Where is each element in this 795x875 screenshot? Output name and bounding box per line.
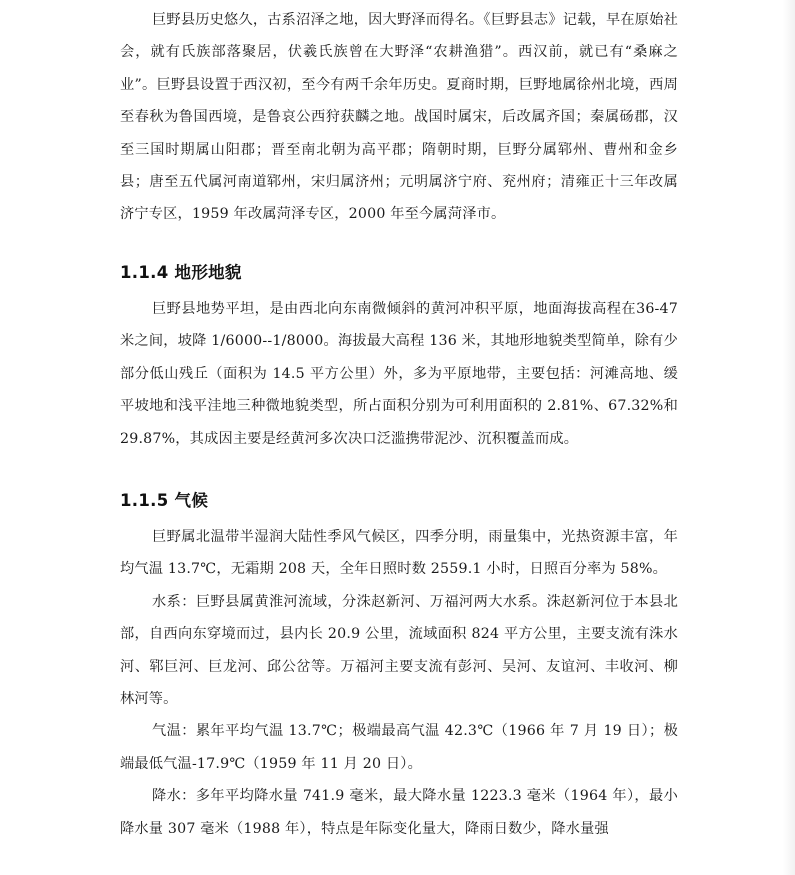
precipitation-paragraph: 降水：多年平均降水量 741.9 毫米，最大降水量 1223.3 毫米（1964 年），最小降水量 307 毫米（1988 年），特点是年际变化量大，降雨日数少，降水量强 bbox=[120, 788, 678, 837]
temperature-paragraph: 气温：累年平均气温 13.7℃；极端最高气温 42.3℃（1966 年 7 月 19 日）；极端最低气温-17.9℃（1959 年 11 月 20 日）。 bbox=[120, 723, 678, 772]
terrain-paragraph: 巨野县地势平坦，是由西北向东南微倾斜的黄河冲积平原，地面海拔高程在36-47 米之间，坡降 1/6000--1/8000。海拔最大高程 136 米，其地形地貌类型简单，除有少部分低山残丘（面积为 14.5 平方公里）外，多为平原地带，主要包括：河滩高地、缓平坡地和浅平洼地三种微地貌类型，所占面积分别为可利用面积的 2.81%、67.32%和 29.87%，其成因主要是经黄河多次决口泛滥携带泥沙、沉积覆盖而成。 bbox=[120, 301, 678, 447]
history-section bbox=[120, 4, 678, 231]
climate-paragraph: 巨野属北温带半湿润大陆性季风气候区，四季分明，雨量集中，光热资源丰富，年均气温 13.7℃，无霜期 208 天，全年日照时数 2559.1 小时，日照百分率为 58%。 bbox=[120, 529, 678, 578]
page-edge-shadow bbox=[783, 0, 795, 875]
climate-section bbox=[120, 488, 678, 514]
section-heading-terrain: 1.1.4 地形地貌 bbox=[120, 263, 242, 282]
climate-body bbox=[120, 521, 678, 845]
water-system-paragraph: 水系：巨野县属黄淮河流域，分洙赵新河、万福河两大水系。洙赵新河位于本县北部，自西向东穿境而过，县内长 20.9 公里，流域面积 824 平方公里，主要支流有洙水河、郓巨河、巨龙河、邱公岔等。万福河主要支流有彭河、吴河、友谊河、丰收河、柳林河等。 bbox=[120, 593, 678, 708]
section-heading-climate: 1.1.5 气候 bbox=[120, 491, 209, 510]
history-paragraph: 巨野县历史悠久，古系沼泽之地，因大野泽而得名。《巨野县志》记载，早在原始社会，就有氏族部落聚居，伏羲氏族曾在大野泽“农耕渔猎”。西汉前，就已有“桑麻之业”。巨野县设置于西汉初，至今有两千余年历史。夏商时期，巨野地属徐州北境，西周至春秋为鲁国西境，是鲁哀公西狩获麟之地。战国时属宋，后改属齐国；秦属砀郡，汉至三国时期属山阳郡；晋至南北朝为高平郡；隋朝时期，巨野分属郓州、曹州和金乡县；唐至五代属河南道郓州，宋归属济州；元明属济宁府、兖州府；清雍正十三年改属济宁专区，1959 年改属菏泽专区，2000 年至今属菏泽市。 bbox=[120, 12, 678, 223]
terrain-body bbox=[120, 293, 678, 455]
terrain-section bbox=[120, 260, 678, 286]
